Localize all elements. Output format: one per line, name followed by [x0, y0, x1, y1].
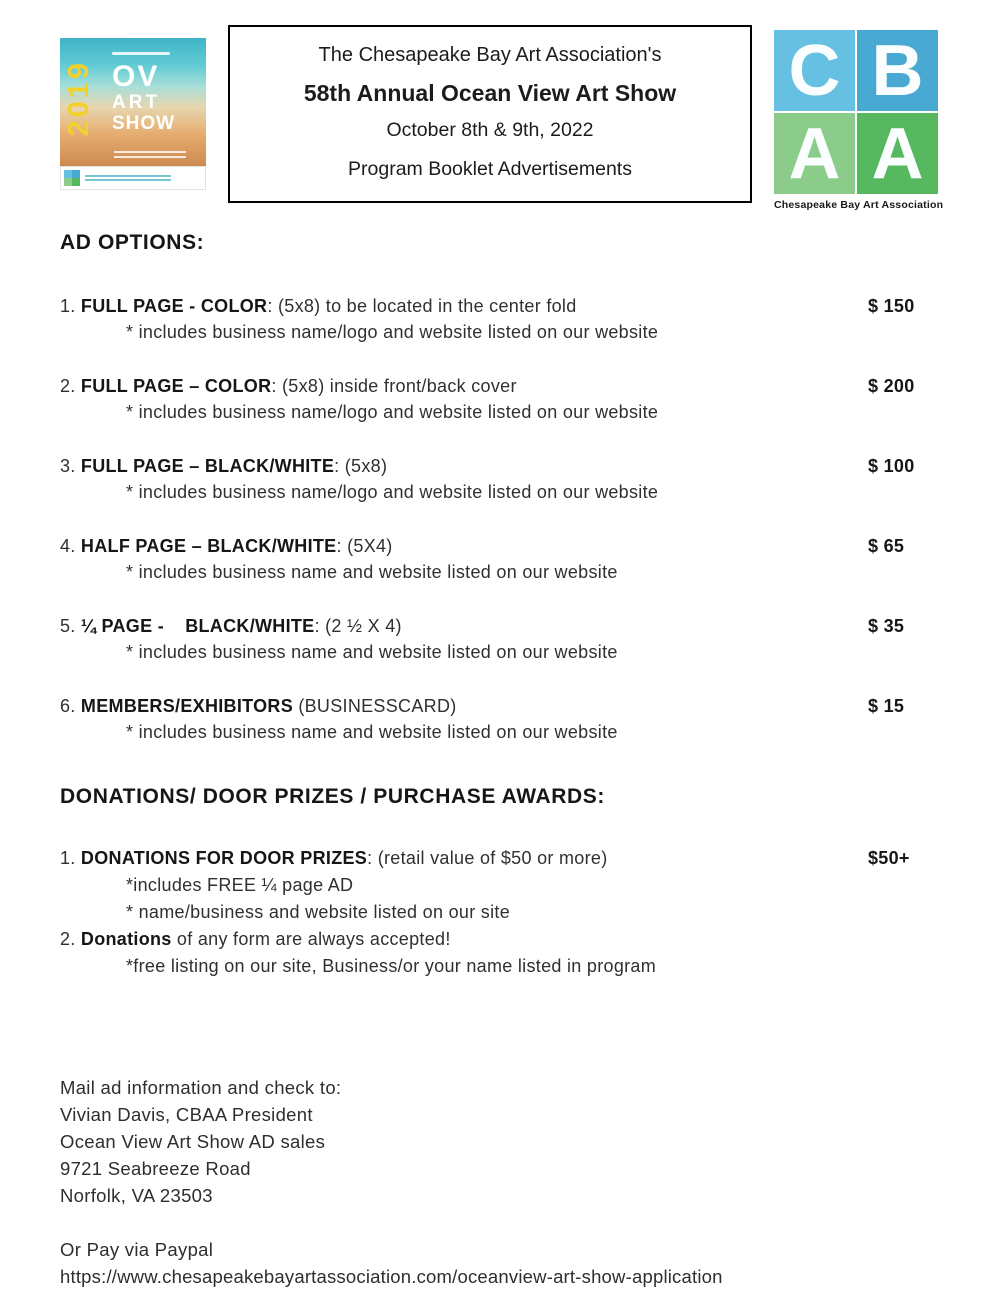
- ad-option-4-price: $ 65: [868, 536, 905, 556]
- document-subject: Program Booklet Advertisements: [348, 158, 632, 180]
- item-desc: : (retail value of $50 or more): [367, 848, 608, 868]
- mail-department: Ocean View Art Show AD sales: [60, 1131, 326, 1152]
- item-number: 5.: [60, 616, 81, 636]
- donation-1-note-1: *includes FREE ¼ page AD: [126, 875, 354, 895]
- donation-2-text: [60, 926, 868, 953]
- item-title: MEMBERS/EXHIBITORS: [80, 696, 294, 716]
- mail-city-state-zip: Norfolk, VA 23503: [60, 1185, 213, 1206]
- item-number: 6.: [60, 696, 81, 716]
- donation-1-text: [60, 845, 868, 872]
- poster-show-text: SHOW: [112, 113, 176, 134]
- cbaa-letter-a1: A: [774, 113, 855, 194]
- donations-heading: DONATIONS/ DOOR PRIZES / PURCHASE AWARDS:: [60, 785, 605, 808]
- ad-option-item-6: [60, 693, 940, 745]
- item-number: 2.: [60, 929, 81, 949]
- ad-option-5-price: $ 35: [868, 616, 905, 636]
- ad-option-1-text: [60, 293, 868, 319]
- poster-year: 2019: [63, 60, 95, 137]
- application-url-link[interactable]: https://www.chesapeakebayartassociation.com/oceanview-art-show-application: [60, 1266, 723, 1287]
- item-title: HALF PAGE – BLACK/WHITE: [80, 536, 337, 556]
- poster-art-text: ART: [112, 92, 161, 113]
- footer: [60, 1074, 940, 1290]
- ad-option-2-price: $ 200: [868, 376, 915, 396]
- title-box: [228, 25, 752, 203]
- item-desc: of any form are always accepted!: [171, 929, 451, 949]
- ad-option-3-price: $ 100: [868, 456, 915, 476]
- ad-option-6-note: * includes business name and website listed on our website: [126, 722, 618, 742]
- cbaa-logo: [774, 30, 944, 211]
- paypal-label: Or Pay via Paypal: [60, 1239, 214, 1260]
- item-number: 2.: [60, 376, 81, 396]
- item-number: 3.: [60, 456, 81, 476]
- mail-street: 9721 Seabreeze Road: [60, 1158, 251, 1179]
- mail-instruction: Mail ad information and check to:: [60, 1077, 342, 1098]
- ad-option-2-text: [60, 373, 868, 399]
- poster-footer-strip: [60, 166, 206, 190]
- cbaa-logo-grid: [774, 30, 940, 194]
- ad-option-4-text: [60, 533, 868, 559]
- ad-option-2-note: * includes business name/logo and website listed on our website: [126, 402, 659, 422]
- ad-option-4-note: * includes business name and website listed on our website: [126, 562, 618, 582]
- cbaa-letter-c: C: [774, 30, 855, 111]
- item-desc: : (5x8) inside front/back cover: [271, 376, 517, 396]
- poster-fine-print: [114, 148, 186, 158]
- ad-option-1-note: * includes business name/logo and website listed on our website: [126, 322, 659, 342]
- ad-option-3-note: * includes business name/logo and website listed on our website: [126, 482, 659, 502]
- donation-item-1: [60, 845, 940, 926]
- item-desc: (BUSINESSCARD): [293, 696, 457, 716]
- donation-2-note-1: *free listing on our site, Business/or your name listed in program: [126, 956, 657, 976]
- item-title: FULL PAGE – COLOR: [80, 376, 272, 396]
- ad-options-heading: AD OPTIONS:: [60, 231, 205, 254]
- ad-option-3-text: [60, 453, 868, 479]
- ad-option-item-5: [60, 613, 940, 665]
- donation-item-2: [60, 926, 940, 980]
- item-title: ¼ PAGE - BLACK/WHITE: [80, 616, 315, 636]
- donation-2-price: [868, 926, 940, 953]
- event-dates: October 8th & 9th, 2022: [386, 119, 594, 141]
- item-number: 4.: [60, 536, 81, 556]
- item-number: 1.: [60, 296, 81, 316]
- poster-strip-text: [85, 173, 171, 183]
- ad-option-6-price: $ 15: [868, 696, 905, 716]
- association-name: The Chesapeake Bay Art Association's: [318, 44, 662, 66]
- item-title: DONATIONS FOR DOOR PRIZES: [80, 848, 368, 868]
- poster-title-block: [112, 52, 175, 134]
- ad-option-item-4: [60, 533, 940, 585]
- poster-ov-text: OV: [112, 60, 160, 93]
- item-desc: : (5X4): [336, 536, 393, 556]
- cbaa-letter-b: B: [857, 30, 938, 111]
- ad-option-6-text: [60, 693, 868, 719]
- ad-option-item-2: [60, 373, 940, 425]
- item-number: 1.: [60, 848, 81, 868]
- ad-option-5-text: [60, 613, 868, 639]
- poster-beach-photo: [60, 38, 206, 166]
- item-desc: : (5x8): [334, 456, 388, 476]
- item-title: FULL PAGE – BLACK/WHITE: [80, 456, 335, 476]
- header: [60, 25, 944, 211]
- ad-option-item-3: [60, 453, 940, 505]
- item-title: Donations: [80, 929, 172, 949]
- ad-option-1-price: $ 150: [868, 296, 915, 316]
- item-desc: : (2 ½ X 4): [314, 616, 402, 636]
- cbaa-mini-logo-icon: [64, 170, 80, 186]
- wave-icon: [112, 52, 170, 55]
- donation-1-note-2: * name/business and website listed on our site: [126, 902, 511, 922]
- cbaa-caption: Chesapeake Bay Art Association: [774, 199, 944, 211]
- cbaa-letter-a2: A: [857, 113, 938, 194]
- item-title: FULL PAGE - COLOR: [80, 296, 268, 316]
- donation-1-price: $50+: [868, 848, 910, 868]
- event-title: 58th Annual Ocean View Art Show: [303, 80, 677, 106]
- ad-option-5-note: * includes business name and website listed on our website: [126, 642, 618, 662]
- item-desc: : (5x8) to be located in the center fold: [267, 296, 577, 316]
- ov-art-show-poster: [60, 38, 206, 190]
- spacer: [60, 1209, 940, 1236]
- ad-option-item-1: [60, 293, 940, 345]
- mail-recipient: Vivian Davis, CBAA President: [60, 1104, 313, 1125]
